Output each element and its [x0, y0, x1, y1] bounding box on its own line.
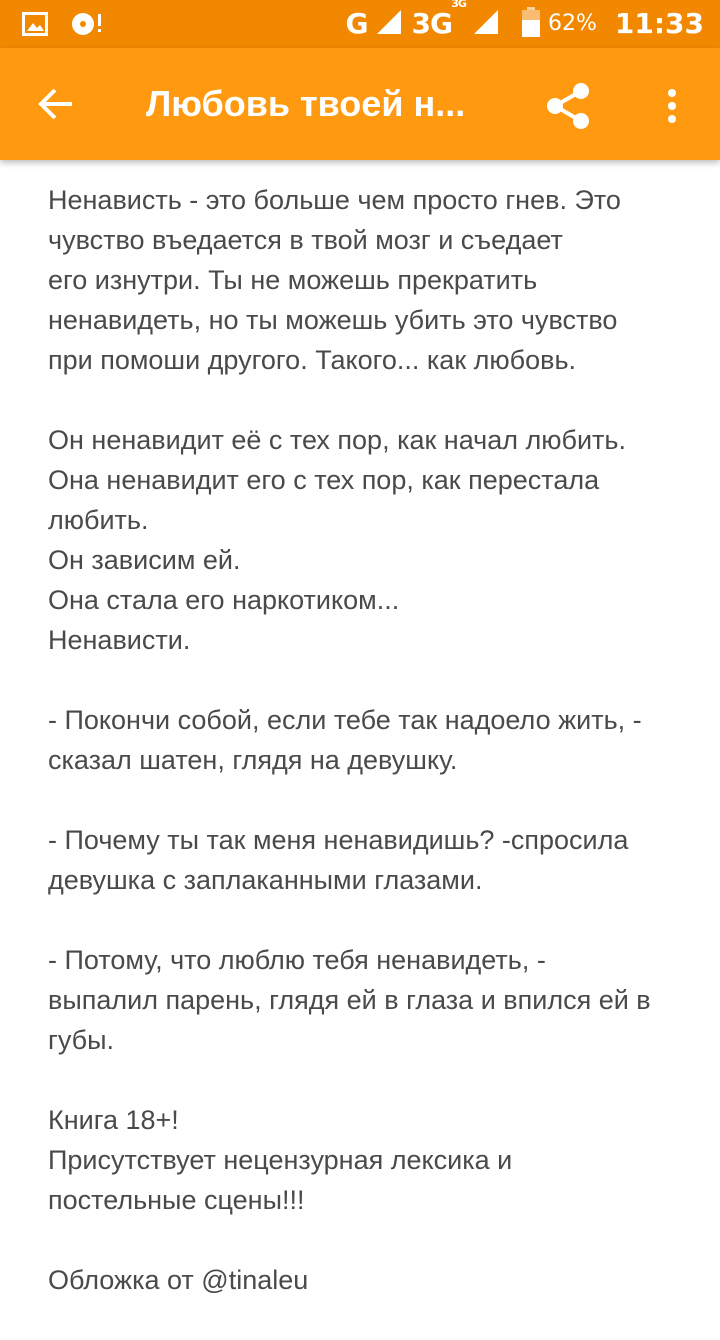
description-line: выпалил парень, глядя ей в глаза и впился ей в	[48, 985, 651, 1015]
share-icon	[543, 81, 593, 131]
status-bar-system	[346, 0, 705, 48]
description-line: постельные сцены!!!	[48, 1185, 305, 1215]
more-vert-icon	[666, 88, 678, 124]
description-paragraph	[48, 940, 684, 1060]
status-bar	[0, 0, 720, 48]
description-paragraph	[48, 420, 684, 660]
description-line: Ненависть - это больше чем просто гнев. Это	[48, 185, 621, 215]
description-line: его изнутри. Ты не можешь прекратить	[48, 265, 538, 295]
network-3g-label	[411, 0, 466, 48]
network-g-label: G	[345, 7, 368, 40]
description-line: - Почему ты так меня ненавидишь? -спросила	[48, 825, 629, 855]
share-button[interactable]	[538, 76, 598, 136]
app-toolbar	[0, 48, 720, 160]
description-paragraph	[48, 820, 684, 900]
description-line: Он ненавидит её с тех пор, как начал любить.	[48, 425, 626, 455]
description-line: чувство въедается в твой мозг и съедает	[48, 225, 563, 255]
description-line: Присутствует нецензурная лексика и	[48, 1145, 513, 1175]
signal-icon	[375, 8, 403, 40]
battery-icon	[522, 7, 540, 41]
description-line: девушка с заплаканными глазами.	[48, 865, 483, 895]
description-line: при помоши другого. Такого... как любовь.	[48, 345, 577, 375]
description-line: Книга 18+!	[48, 1105, 179, 1135]
description-line: губы.	[48, 1025, 115, 1055]
description-line: Ненависти.	[48, 625, 191, 655]
description-line: Она стала его наркотиком...	[48, 585, 400, 615]
description-paragraph	[48, 1100, 684, 1220]
overflow-menu-button[interactable]	[650, 76, 694, 136]
book-description	[48, 180, 684, 1340]
back-arrow-icon	[38, 88, 74, 120]
image-icon	[22, 12, 48, 41]
description-line: Обложка от @tinaleu	[48, 1265, 309, 1295]
status-bar-notifications	[22, 10, 104, 43]
description-paragraph	[48, 1260, 684, 1300]
battery-percent: 62%	[547, 11, 597, 36]
signal-icon	[472, 8, 500, 40]
description-line: любить.	[48, 505, 149, 535]
description-line: - Покончи собой, если тебе так надоело жить, -	[48, 705, 642, 735]
network-3g-text: 3G	[411, 7, 452, 40]
back-button[interactable]	[32, 80, 80, 128]
description-line: ненавидеть, но ты можешь убить это чувство	[48, 305, 618, 335]
clock: 11:33	[614, 7, 704, 40]
description-paragraph	[48, 700, 684, 780]
description-line: Она ненавидит его с тех пор, как перестала	[48, 465, 600, 495]
page-title: Любовь твоей н...	[146, 83, 466, 124]
network-3g-sup: 3G	[451, 0, 466, 10]
description-paragraph	[48, 180, 684, 380]
disc-sync-icon	[70, 10, 104, 43]
description-line: - Потому, что люблю тебя ненавидеть, -	[48, 945, 546, 975]
description-line: Он зависим ей.	[48, 545, 241, 575]
description-line: сказал шатен, глядя на девушку.	[48, 745, 458, 775]
